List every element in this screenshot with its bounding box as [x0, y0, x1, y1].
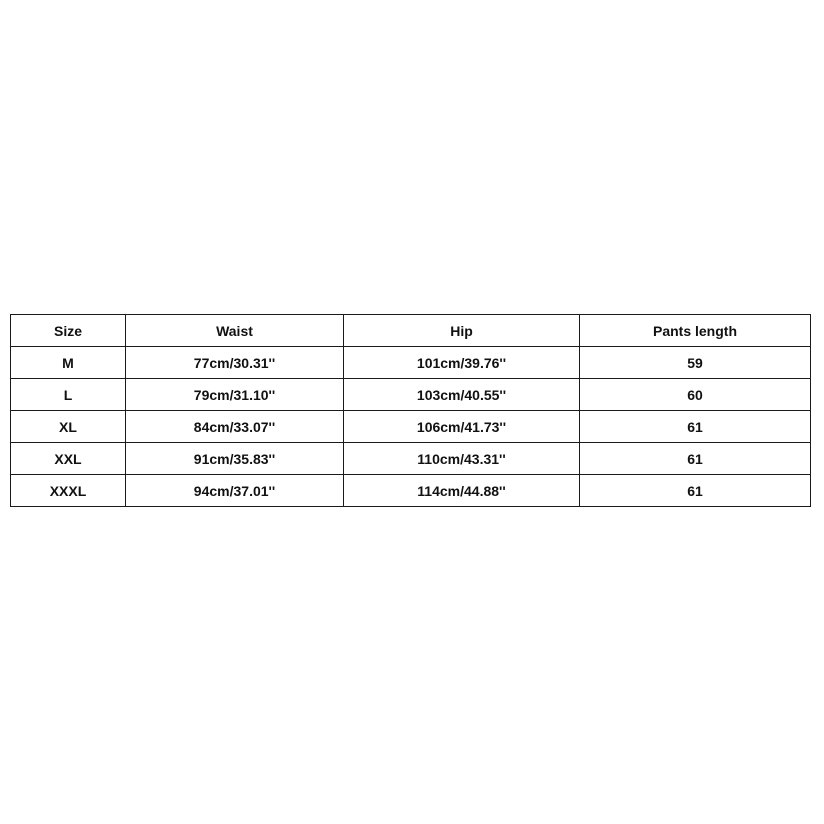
- table-row: [11, 379, 811, 411]
- header-row: [11, 315, 811, 347]
- table-row: [11, 411, 811, 443]
- cell-hip: 110cm/43.31'': [344, 443, 580, 475]
- cell-size: M: [11, 347, 126, 379]
- header-pants-length: Pants length: [580, 315, 811, 347]
- cell-pants-length: 60: [580, 379, 811, 411]
- cell-waist: 91cm/35.83'': [126, 443, 344, 475]
- cell-hip: 103cm/40.55'': [344, 379, 580, 411]
- table-row: [11, 443, 811, 475]
- cell-pants-length: 61: [580, 443, 811, 475]
- cell-size: XL: [11, 411, 126, 443]
- cell-pants-length: 59: [580, 347, 811, 379]
- header-hip: Hip: [344, 315, 580, 347]
- table-row: [11, 475, 811, 507]
- cell-size: XXXL: [11, 475, 126, 507]
- cell-waist: 77cm/30.31'': [126, 347, 344, 379]
- cell-pants-length: 61: [580, 411, 811, 443]
- table-row: [11, 347, 811, 379]
- size-chart-table: [10, 314, 811, 507]
- cell-waist: 84cm/33.07'': [126, 411, 344, 443]
- cell-hip: 106cm/41.73'': [344, 411, 580, 443]
- cell-pants-length: 61: [580, 475, 811, 507]
- header-size: Size: [11, 315, 126, 347]
- cell-hip: 114cm/44.88'': [344, 475, 580, 507]
- header-waist: Waist: [126, 315, 344, 347]
- cell-waist: 94cm/37.01'': [126, 475, 344, 507]
- cell-waist: 79cm/31.10'': [126, 379, 344, 411]
- cell-hip: 101cm/39.76'': [344, 347, 580, 379]
- cell-size: XXL: [11, 443, 126, 475]
- cell-size: L: [11, 379, 126, 411]
